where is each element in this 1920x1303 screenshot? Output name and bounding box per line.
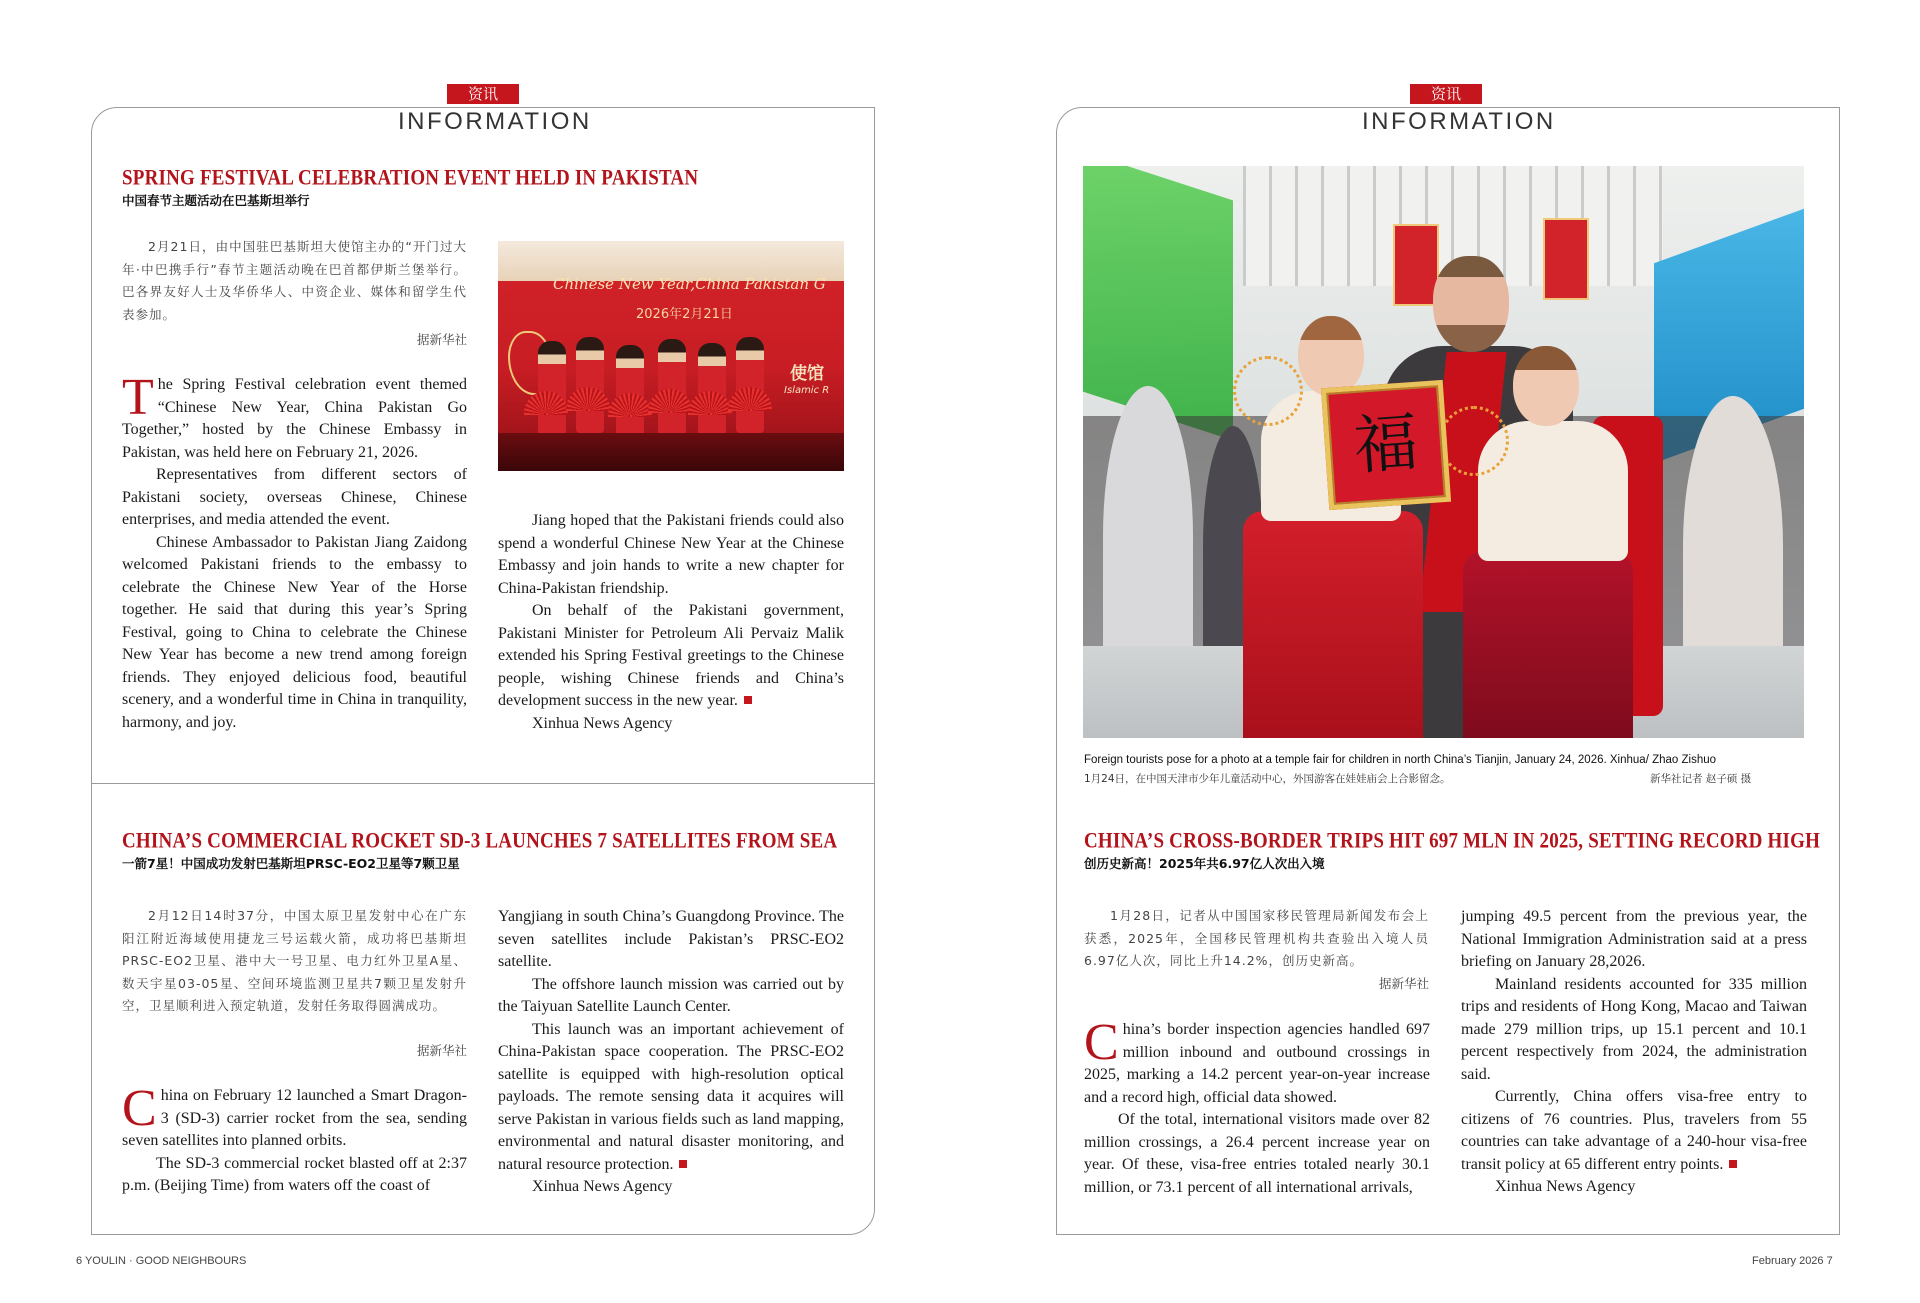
- article3-paragraph: Currently, China offers visa-free entry to citizens of 76 countries. Plus, travelers from 55 countries can take advantage of a 240-hour visa-free transit policy at 65 different entry points.: [1461, 1088, 1807, 1173]
- dance-performance-photo: [498, 241, 844, 471]
- girl-right-head: [1513, 346, 1579, 426]
- article2-cn-summary: 2月12日14时37分，中国太原卫星发射中心在广东阳江附近海域使用捷龙三号运载火箭，成功将巴基斯坦PRSC-EO2卫星、港中大一号卫星、电力红外卫星A星、数天宇星03-05星、空间环境监测卫星共7颗卫星发射升空，卫星顺利进入预定轨道，发射任务取得圆满成功。: [122, 908, 467, 1013]
- temple-fair-photo: [1083, 166, 1804, 738]
- article2-cn-source: 据新华社: [416, 1043, 467, 1058]
- right-section-tag: 资讯: [1410, 84, 1482, 104]
- article3-paragraph: hina’s border inspection agencies handled 697 million inbound and outbound crossings in 2025, marking a 14.2 percent year-on-year increase and a record high, official data showed.: [1084, 1021, 1430, 1106]
- article2-paragraph: hina on February 12 launched a Smart Dragon-3 (SD-3) carrier rocket from the sea, sending seven satellites into planned orbits.: [122, 1087, 467, 1149]
- article3-column-right: [1461, 906, 1807, 1199]
- right-section-title: INFORMATION: [1352, 109, 1566, 135]
- article3-cn-summary: 1月28日，记者从中国国家移民管理局新闻发布会上获悉，2025年，全国移民管理机构共查验出入境人员6.97亿人次，同比上升14.2%，创历史新高。: [1084, 908, 1429, 968]
- article2-dropcap: C: [122, 1080, 157, 1137]
- background-person: [1103, 386, 1193, 686]
- article1-paragraph: Chinese Ambassador to Pakistan Jiang Zaidong welcomed Pakistani friends to the embassy to celebrate the Chinese New Year of the Horse together. He said that during this year’s Spring Festival, going to China to celebrate the Chinese New Year has become a new trend among foreign friends. They enjoyed delicious food, beautiful scenery, and a wonderful time in China in tranquility, harmony, and joy.: [122, 533, 467, 731]
- article1-cn-subtitle: 中国春节主题活动在巴基斯坦举行: [122, 193, 310, 208]
- article1-paragraph: On behalf of the Pakistani government, Pakistani Minister for Petroleum Ali Pervaiz Malik extended his Spring Festival greetings to the Chinese people, wishing Chinese friends and China’s development success in the new year.: [498, 602, 844, 709]
- article3-headline: CHINA’S CROSS-BORDER TRIPS HIT 697 MLN IN 2025, SETTING RECORD HIGH: [1084, 829, 1821, 854]
- article1-column-left: [122, 369, 467, 734]
- right-page-folio: February 2026 7: [1752, 1255, 1833, 1267]
- left-section-title: INFORMATION: [388, 109, 602, 135]
- hanging-banner: [1393, 224, 1439, 306]
- article2-paragraph: The SD-3 commercial rocket blasted off at 2:37 p.m. (Beijing Time) from waters off the coast of: [122, 1154, 467, 1194]
- article2-paragraph: Yangjiang in south China’s Guangdong Province. The seven satellites include Pakistan’s PRSC-EO2 satellite.: [498, 908, 844, 970]
- fu-character-sign: 福: [1321, 380, 1451, 510]
- article3-dropcap: C: [1084, 1014, 1119, 1071]
- article2-headline: CHINA’S COMMERCIAL ROCKET SD-3 LAUNCHES 7 SATELLITES FROM SEA: [122, 829, 838, 854]
- hanging-banner: [1543, 218, 1589, 300]
- photo-caption-cn: 1月24日，在中国天津市少年儿童活动中心，外国游客在娃娃庙会上合影留念。: [1084, 773, 1451, 785]
- article2-cn-subtitle: 一箭7星！中国成功发射巴基斯坦PRSC-EO2卫星等7颗卫星: [122, 856, 460, 871]
- photo-credit: 新华社记者 赵子硕 摄: [1650, 773, 1752, 785]
- left-page-folio: 6 YOULIN · GOOD NEIGHBOURS: [76, 1255, 247, 1267]
- red-fan: [608, 393, 652, 417]
- red-fan: [728, 387, 772, 411]
- article1-paragraph: Representatives from different sectors of Pakistani society, overseas Chinese, Chinese enterprises, and media attended the event.: [122, 466, 467, 528]
- girl-left-skirt: [1243, 511, 1423, 738]
- article2-paragraph: This launch was an important achievement of China-Pakistan space cooperation. The PRSC-EO2 satellite is equipped with high-resolution optical payloads. The remote sensing data it acquires will serve Pakistan in various fields such as land mapping, environmental and natural disaster monitoring, and natural resource protection.: [498, 1020, 844, 1173]
- photo-embassy-sign: 使馆: [790, 364, 824, 384]
- end-mark-icon: [679, 1160, 687, 1168]
- article-divider: [91, 783, 875, 784]
- article3-paragraph: Of the total, international visitors made over 82 million crossings, a 26.4 percent increase year on year. Of these, visa-free entries totaled nearly 30.1 million, or 73.1 percent of all international arrivals,: [1084, 1111, 1430, 1196]
- dancer: [658, 339, 686, 435]
- article2-paragraph: The offshore launch mission was carried out by the Taiyuan Satellite Launch Center.: [498, 975, 844, 1015]
- article3-source: Xinhua News Agency: [1495, 1178, 1636, 1195]
- photo-caption-en: Foreign tourists pose for a photo at a temple fair for children in north China’s Tianjin, January 24, 2026. Xinhua/ Zhao Zishuo: [1084, 754, 1717, 766]
- photo-banner-text: Chinese New Year,China Pakistan G: [553, 275, 826, 293]
- sugar-flower: [1233, 356, 1303, 426]
- sugar-flower: [1439, 406, 1509, 476]
- man-head: [1433, 256, 1509, 352]
- dancer: [576, 337, 604, 433]
- girl-left-head: [1298, 316, 1364, 396]
- article3-cn-subtitle: 创历史新高！2025年共6.97亿人次出入境: [1084, 856, 1325, 871]
- end-mark-icon: [744, 696, 752, 704]
- article1-cn-summary: 2月21日，由中国驻巴基斯坦大使馆主办的“开门过大年·中巴携手行”春节主题活动晚在巴首都伊斯兰堡举行。巴各界友好人士及华侨华人、中资企业、媒体和留学生代表参加。: [122, 239, 467, 322]
- end-mark-icon: [1729, 1160, 1737, 1168]
- article1-paragraph: he Spring Festival celebration event themed “Chinese New Year, China Pakistan Go Together,” hosted by the Chinese Embassy in Pakistan, was held here on February 21, 2026.: [122, 376, 467, 461]
- article1-paragraph: Jiang hoped that the Pakistani friends could also spend a wonderful Chinese New Year at the Chinese Embassy and join hands to write a new chapter for China-Pakistan friendship.: [498, 512, 844, 597]
- photo-embassy-sign-en: Islamic R: [784, 385, 830, 396]
- article2-column-right: [498, 906, 844, 1199]
- article1-source: Xinhua News Agency: [532, 714, 673, 732]
- article1-column-right: [498, 510, 844, 735]
- article1-cn-source: 据新华社: [416, 332, 467, 347]
- article3-cn-source: 据新华社: [1378, 976, 1429, 991]
- photo-date-text: 2026年2月21日: [636, 307, 733, 322]
- article3-paragraph: Mainland residents accounted for 335 million trips and residents of Hong Kong, Macao and Taiwan made 279 million trips, up 15.1 percent and 10.1 percent respectively from 2024, the administration said.: [1461, 975, 1807, 1083]
- article1-dropcap: T: [122, 369, 154, 426]
- left-section-tag: 资讯: [447, 84, 519, 104]
- article2-source: Xinhua News Agency: [532, 1178, 673, 1195]
- article1-headline: SPRING FESTIVAL CELEBRATION EVENT HELD IN PAKISTAN: [122, 166, 699, 191]
- girl-right-skirt: [1463, 551, 1633, 738]
- stage-floor: [498, 433, 844, 471]
- article3-paragraph: jumping 49.5 percent from the previous year, the National Immigration Administration said at a press briefing on January 28,2026.: [1461, 908, 1807, 970]
- dancer: [736, 337, 764, 433]
- article2-column-left: [122, 1080, 467, 1198]
- article3-column-left: [1084, 1014, 1430, 1199]
- dancer: [538, 341, 566, 437]
